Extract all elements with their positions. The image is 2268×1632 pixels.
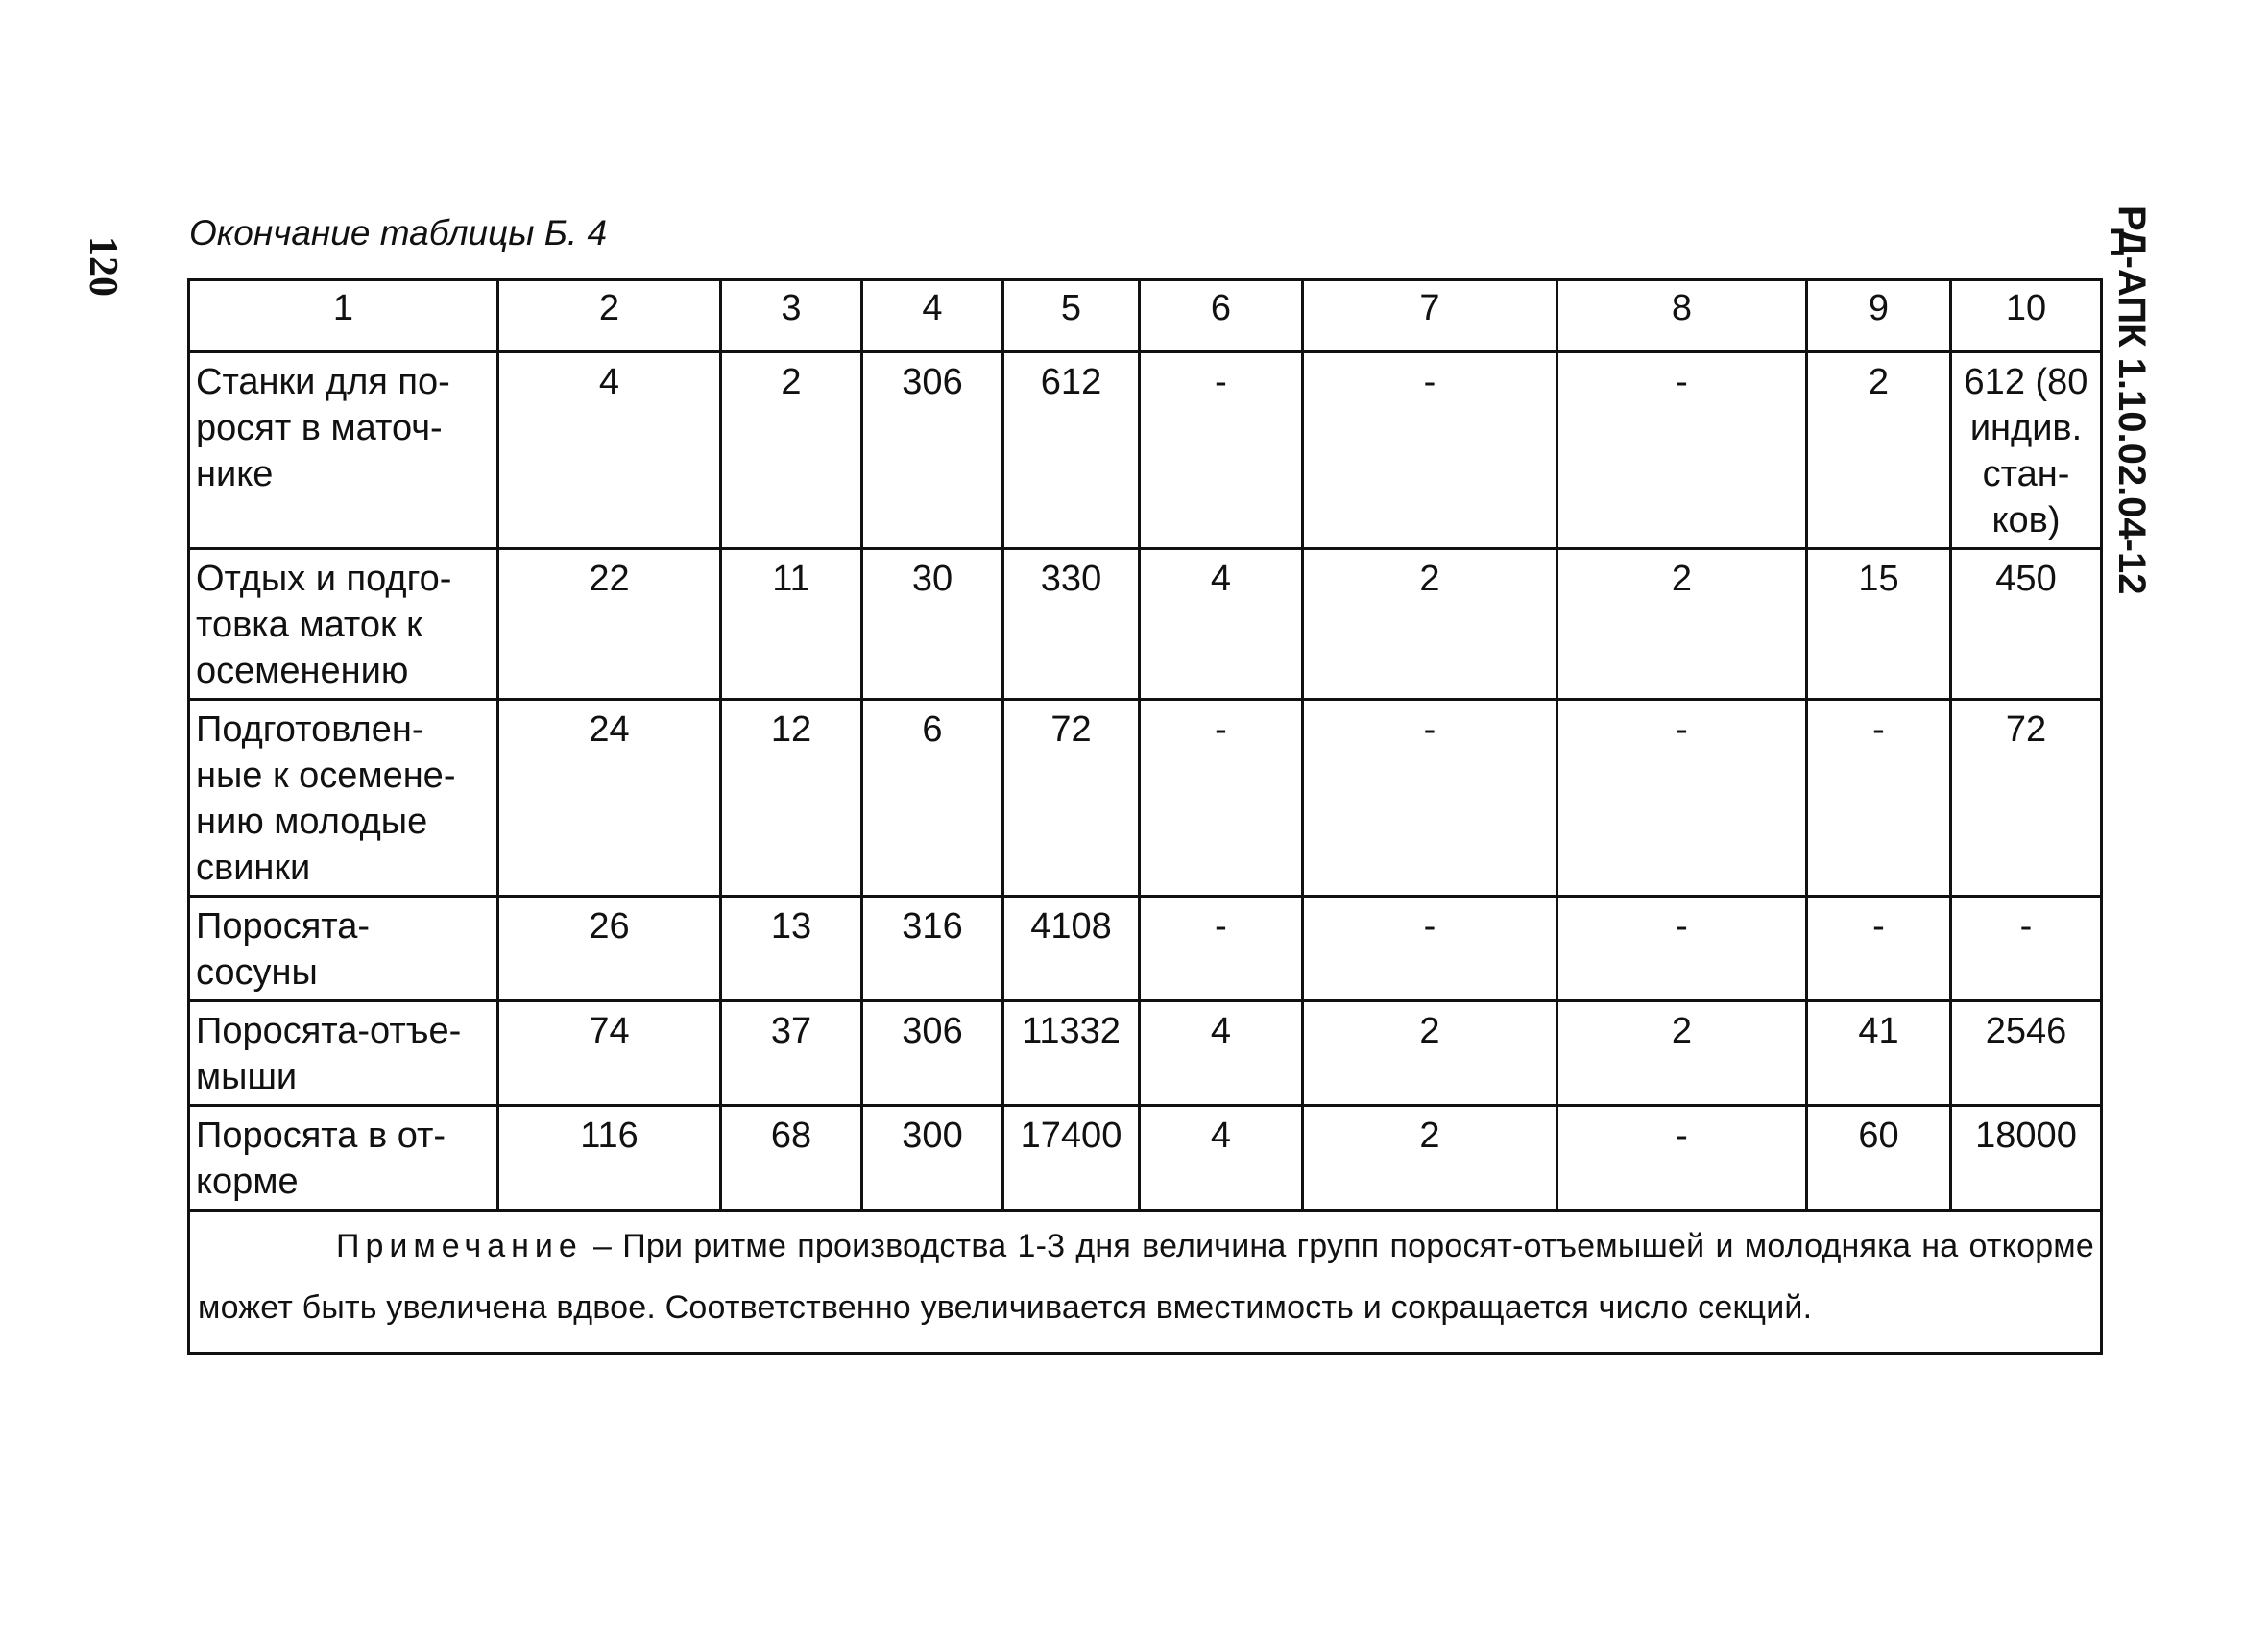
table-cell: - [1140,897,1303,1001]
table-cell: 13 [721,897,862,1001]
table-cell: 300 [862,1106,1003,1211]
column-header: 6 [1140,280,1303,352]
table-cell: - [1557,1106,1807,1211]
table-row [189,897,2102,1001]
table-cell: 68 [721,1106,862,1211]
table-cell: 4 [1140,1106,1303,1211]
table-cell: 2 [1303,1001,1557,1106]
column-header: 2 [498,280,721,352]
page-number: 120 [81,236,125,297]
table-cell: - [1951,897,2102,1001]
table-cell: 612 [1003,352,1140,549]
table-row [189,549,2102,700]
table-cell: 2 [1557,549,1807,700]
table-cell: 60 [1807,1106,1951,1211]
table-cell: - [1807,897,1951,1001]
table-cell: 306 [862,352,1003,549]
table-cell: - [1557,700,1807,897]
table-cell: 11 [721,549,862,700]
table-cell: - [1303,897,1557,1001]
table-cell: 37 [721,1001,862,1106]
column-header: 1 [189,280,498,352]
table-cell: 11332 [1003,1001,1140,1106]
table-cell: - [1140,700,1303,897]
column-header: 3 [721,280,862,352]
table-cell: 2 [1557,1001,1807,1106]
table-row [189,1106,2102,1211]
table-cell: 450 [1951,549,2102,700]
column-header: 7 [1303,280,1557,352]
table-cell: 12 [721,700,862,897]
table-cell: - [1303,352,1557,549]
table-cell: 22 [498,549,721,700]
table-cell: 30 [862,549,1003,700]
table-cell: 41 [1807,1001,1951,1106]
table-cell: 2 [1303,1106,1557,1211]
table-cell: 15 [1807,549,1951,700]
table-note [189,1211,2102,1354]
table-cell: - [1807,700,1951,897]
table-cell: 72 [1003,700,1140,897]
table-cell: 116 [498,1106,721,1211]
table-cell: 6 [862,700,1003,897]
note-row [189,1211,2102,1354]
column-header: 9 [1807,280,1951,352]
table-header-row [189,280,2102,352]
row-label: Подготовлен- ные к осемене- нию молодые свинки [189,700,498,897]
table-cell: 72 [1951,700,2102,897]
row-label: Поросята-отъе- мыши [189,1001,498,1106]
table-cell: 74 [498,1001,721,1106]
table-row [189,700,2102,897]
note-text: – При ритме производства 1-3 дня величина групп поросят-отъемышей и молодняка на откорме может быть увеличена вдвое. Соответственно увеличивается вместимость и сокращается число секций. [198,1228,2094,1326]
row-label: Станки для по- росят в маточ- нике [189,352,498,549]
data-table [187,278,2103,1355]
table-cell: - [1557,352,1807,549]
row-label: Отдых и подго- товка маток к осеменению [189,549,498,700]
column-header: 4 [862,280,1003,352]
note-lead: Примечание [336,1228,583,1264]
table-cell: 24 [498,700,721,897]
table-cell: 26 [498,897,721,1001]
table-cell: 18000 [1951,1106,2102,1211]
column-header: 10 [1951,280,2102,352]
table-cell: 17400 [1003,1106,1140,1211]
table-cell: 2 [1303,549,1557,700]
table-cell: 306 [862,1001,1003,1106]
table-cell: 4108 [1003,897,1140,1001]
table-cell: - [1303,700,1557,897]
table-cell: - [1557,897,1807,1001]
table-row [189,352,2102,549]
table-cell: 4 [498,352,721,549]
table-cell: 2 [721,352,862,549]
column-header: 5 [1003,280,1140,352]
table-cell: 4 [1140,549,1303,700]
table-cell: 612 (80 индив. стан- ков) [1951,352,2102,549]
row-label: Поросята- сосуны [189,897,498,1001]
table-cell: - [1140,352,1303,549]
table-cell: 316 [862,897,1003,1001]
table-row [189,1001,2102,1106]
column-header: 8 [1557,280,1807,352]
table-cell: 4 [1140,1001,1303,1106]
table-cell: 330 [1003,549,1140,700]
row-label: Поросята в от- корме [189,1106,498,1211]
document-code: РД-АПК 1.10.02.04-12 [2111,205,2153,595]
table-cell: 2 [1807,352,1951,549]
table-caption: Окончание таблицы Б. 4 [189,213,608,252]
table-cell: 2546 [1951,1001,2102,1106]
